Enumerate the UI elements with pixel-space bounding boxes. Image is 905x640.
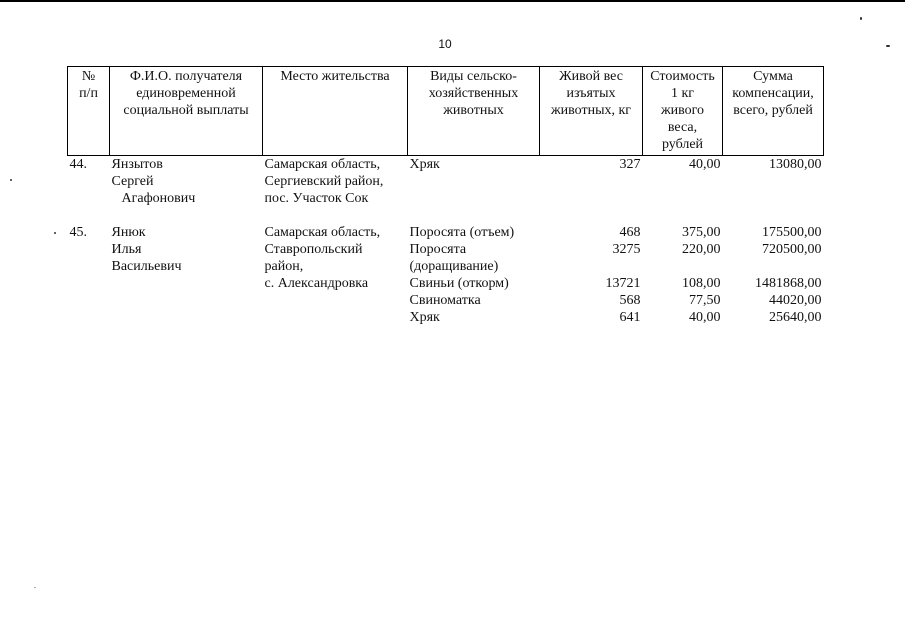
page-number: 10 [438, 37, 452, 51]
live-weight: 327 [540, 156, 643, 208]
animal-kind: Поросята (отъем) Поросята (доращивание) Свиньи (откорм) Свиноматка Хряк [409, 225, 515, 325]
compensation-sum: 175500,00 720500,00 1481868,00 44020,00 25640,00 [755, 225, 822, 325]
row-number: 44. [68, 156, 110, 208]
table-header-row [68, 67, 824, 156]
recipient-address: Самарская область, Ставропольский район, с. Александровка [264, 225, 381, 291]
scan-speck [34, 587, 36, 588]
row-spacer [68, 207, 824, 224]
header-kind: Виды сельско- хозяйственных животных [408, 67, 540, 156]
row-number: 45. [69, 225, 87, 240]
table-row [68, 156, 824, 208]
scan-speck [10, 179, 12, 181]
live-weight: 468 3275 13721 568 641 [605, 225, 641, 325]
recipient-address: Самарская область, Сергиевский район, пос. Участок Сок [263, 156, 408, 208]
header-name: Ф.И.О. получателя единовременной социальной выплаты [110, 67, 263, 156]
scan-speck [860, 17, 862, 20]
price-per-kg: 375,00 220,00 108,00 77,50 40,00 [682, 225, 721, 325]
recipient-name: Янзытов Сергей Агафонович [110, 156, 263, 208]
header-price: Стоимость 1 кг живого веса, рублей [643, 67, 723, 156]
top-border-line [0, 0, 905, 2]
animal-kind: Хряк [408, 156, 540, 208]
scan-speck [54, 232, 56, 234]
recipient-name: Янюк Илья Васильевич [111, 225, 182, 274]
scan-speck [886, 45, 890, 47]
header-weight: Живой вес изъятых животных, кг [540, 67, 643, 156]
compensation-table [67, 66, 824, 326]
table-row [68, 224, 824, 326]
price-per-kg: 40,00 [643, 156, 723, 208]
header-address: Место жительства [263, 67, 408, 156]
header-sum: Сумма компенсации, всего, рублей [723, 67, 824, 156]
compensation-sum: 13080,00 [723, 156, 824, 208]
header-num: № п/п [68, 67, 110, 156]
